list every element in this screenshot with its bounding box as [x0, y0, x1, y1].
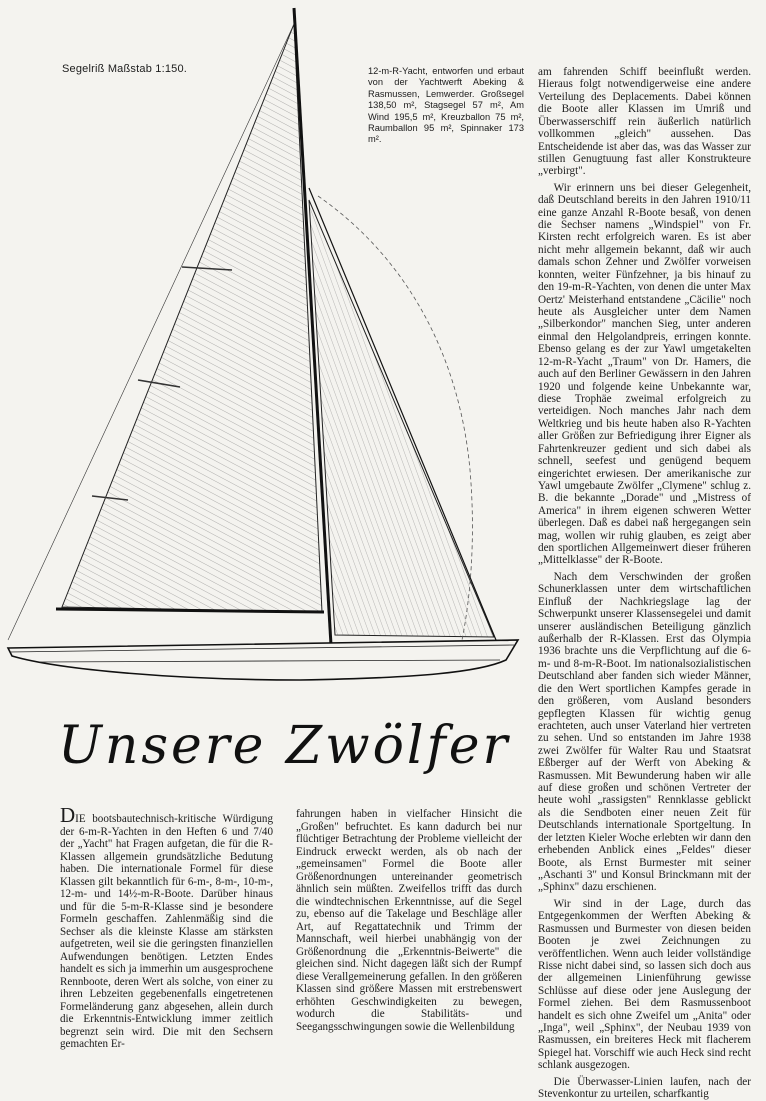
paragraph: Wir sind in der Lage, durch das Entgegenkommen der Werften Abeking & Rasmussen und Burmester von diesen beiden Booten je zwei Zeichnungen zu veröffentlichen. Wenn auch leider vollständige Risse nicht dabei sind, so lassen sich doch aus der allgemeinen Linienführung gewisse Schlüsse auf diese oder jene Auslegung der Formel ziehen. Bei dem Rasmussenboot handelt es sich ohne Zweifel um „Anita" oder „Inga", weil „Sphinx", der Neubau 1939 von Rasmussen, ein breiteres Heck mit flacherem Spiegel hat. Vorschiff wie auch Heck sind recht schlank ausgezogen. [538, 897, 751, 1072]
paragraph: Wir erinnern uns bei dieser Gelegenheit, daß Deutschland bereits in den Jahren 1910/11 eine ganze Anzahl R-Boote besaß, von denen die Sechser namens „Windspiel" von Fr. Kirsten recht erfolgreich waren. Es ist aber nicht mehr allgemein bekannt, daß wir auch damals schon Zehner und Zwölfer vorweisen konnten, weiter Fünfzehner, ja bis hinauf zu den 19-m-R-Yachten, von denen die unter Max Oertz' Meisterhand entstandene „Cäcilie" noch heute als Ausgleicher unter dem Namen „Silberkondor" manchen Sieg, unter anderen einmal den Helgolandpreis, erringen konnte. Ebenso gelang es der zur Yawl umgetakelten 12-m-R-Yacht „Traum" von Dr. Hamers, die auch auf den Berliner Gewässern in den Jahren 1920 und folgende keine Unbekannte war, diese Trophäe zweimal erfolgreich zu verteidigen. Noch manches Jahr nach dem Weltkrieg und bis heute haben also R-Yachten aller Größen zur Befriedigung ihrer Eigner als Fahrtenkreuzer gedient und sich dabei als schnell, seefest und genügend bequem eingerichtet erwiesen. Der amerikanische zur Yawl umgebaute Zwölfer „Clymene" schlug z. B. die bekannte „Dorade" und „Mistress of America" in ihrem eigenen schweren Wetter überlegen. Daß es dabei naß hergegangen sein mag, wollen wir ruhig glauben, es zeigt aber den sportlichen Allgemeinwert dieser früheren „Mittelklasse" der R-Boote. [538, 181, 751, 567]
drop-cap: D [60, 803, 76, 827]
yacht-caption: 12-m-R-Yacht, entworfen und erbaut von der Yachtwerft Abeking & Rasmussen, Lemwerder. Großsegel 138,50 m², Stagsegel 57 m², Am Wind 195,5 m², Kreuzballon 75 m², Raumballon 95 m², Spinnaker 173 m². [368, 66, 524, 145]
paragraph: Die Überwasser-Linien laufen, nach der Stevenkontur zu urteilen, scharfkantig [538, 1075, 751, 1101]
article-column-1 [60, 803, 273, 1051]
paragraph: fahrungen haben in vielfacher Hinsicht die „Großen" befruchtet. Es kann dadurch bei nur flüchtiger Betrachtung der Probleme vielleicht der Eindruck erweckt werden, als ob nach der „gemeinsamen" Formel die Boote aller Größenordnungen untereinander geometrisch ähnlich sein müßten. Zweifellos trifft das durch die windtechnischen Erkenntnisse, auf die Segel zu, ebenso auf die Takelage und Beschläge aller Art, auf Regattatechnik und Trimm der Mannschaft, weil hierbei unabhängig von der Größenordnung die „Erkenntnis-Beiwerte" die gleichen sind. Nicht dagegen läßt sich der Rumpf diese Verallgemeinerung gefallen. In den größeren Klassen sind größere Massen mit erstrebenswert erhöhten Geschwindigkeiten zu bewegen, wodurch die Stabilitäts- und Seegangsschwingungen sowie die Wellenbildung [296, 808, 522, 1033]
mainsail [62, 24, 322, 612]
paragraph: Nach dem Verschwinden der großen Schunerklassen unter dem wirtschaftlichen Einfluß der Nachkriegslage lag der Schwerpunkt unserer Klassensegelei und damit unserer ausländischen Beteiligung gänzlich außerhalb der R-Klassen. Erst das Olympia 1936 brachte uns die Verpflichtung auf die 6-m- und 8-m-R-Boot. Im nationalsozialistischen Deutschland aber fanden sich wieder Männer, die den Wert sportlichen Kampfes gerade in den größeren, vom Ausland besonders gepflegten Klassen für wichtig genug erachteten, auch unser Vaterland hier vertreten zu sehen. Und so entstanden im Jahre 1938 zwei Zwölfer für Walter Rau und Staatsrat Eßberger auf der Werft von Abeking & Rasmussen. Mit Bewunderung haben wir alle auf diese großen und schönen Vertreter der heute wohl „rassigsten" Rennklasse geblickt als die Sendboten einer neuen Zeit für Deutschlands internationale Sportgeltung. In der letzten Kieler Woche erlebten wir dann den erhebenden Anblick eines „Feldes" dieser Boote, als Ernst Burmester mit seiner „Aschanti 3" und Konsul Brinckmann mit der „Sphinx" dazu erschienen. [538, 570, 751, 894]
scale-caption: Segelriß Maßstab 1:150. [62, 63, 188, 75]
article-column-2 [296, 808, 522, 1033]
staysail [309, 200, 494, 637]
paragraph-text: IE bootsbautechnisch-kritische Würdigung der 6-m-R-Yachten in den Heften 6 und 7/40 der „Yacht" hat Fragen aufgetan, die für die R-Klassen allgemein grundsätzliche Bedutung haben. Die internationale Formel für diese Klassen gilt bekanntlich für 6-m-, 8-m-, 10-m-, 12-m- und 14½-m-R-Boote. Darüber hinaus und für die 5-m-R-Klasse sind je besondere Formeln geschaffen. Zahlenmäßig sind die Sechser als die kleinste Klasse am stärksten aufgetreten, weil sie die geringsten finanziellen Aufwendungen benötigen. Letzten Endes handelt es sich ja immerhin um ausgesprochene Rennboote, deren Wert als solche, von einer zu ihren Lebzeiten gegebenenfalls eingetretenen Formeländerung ganz abgesehen, allein durch die Erkenntnis-Entwicklung immer zeitlich begrenzt sein wird. Die mit den Sechsern gemachten Er- [60, 813, 273, 1050]
paragraph [60, 803, 273, 1051]
article-column-3 [538, 66, 751, 1101]
article-title: Unsere Zwölfer [58, 716, 511, 776]
paragraph: am fahrenden Schiff beeinflußt werden. Hieraus folgt notwendigerweise eine andere Verteilung des Deplacements. Dabei können die Boote aller Klassen im Umriß und Überwasserschiff rein äußerlich natürlich vollkommen „gleich" aussehen. Das Entscheidende ist aber das, was das Wasser zur stillen Genugtuung fast aller Konstrukteure „verbirgt". [538, 66, 751, 178]
